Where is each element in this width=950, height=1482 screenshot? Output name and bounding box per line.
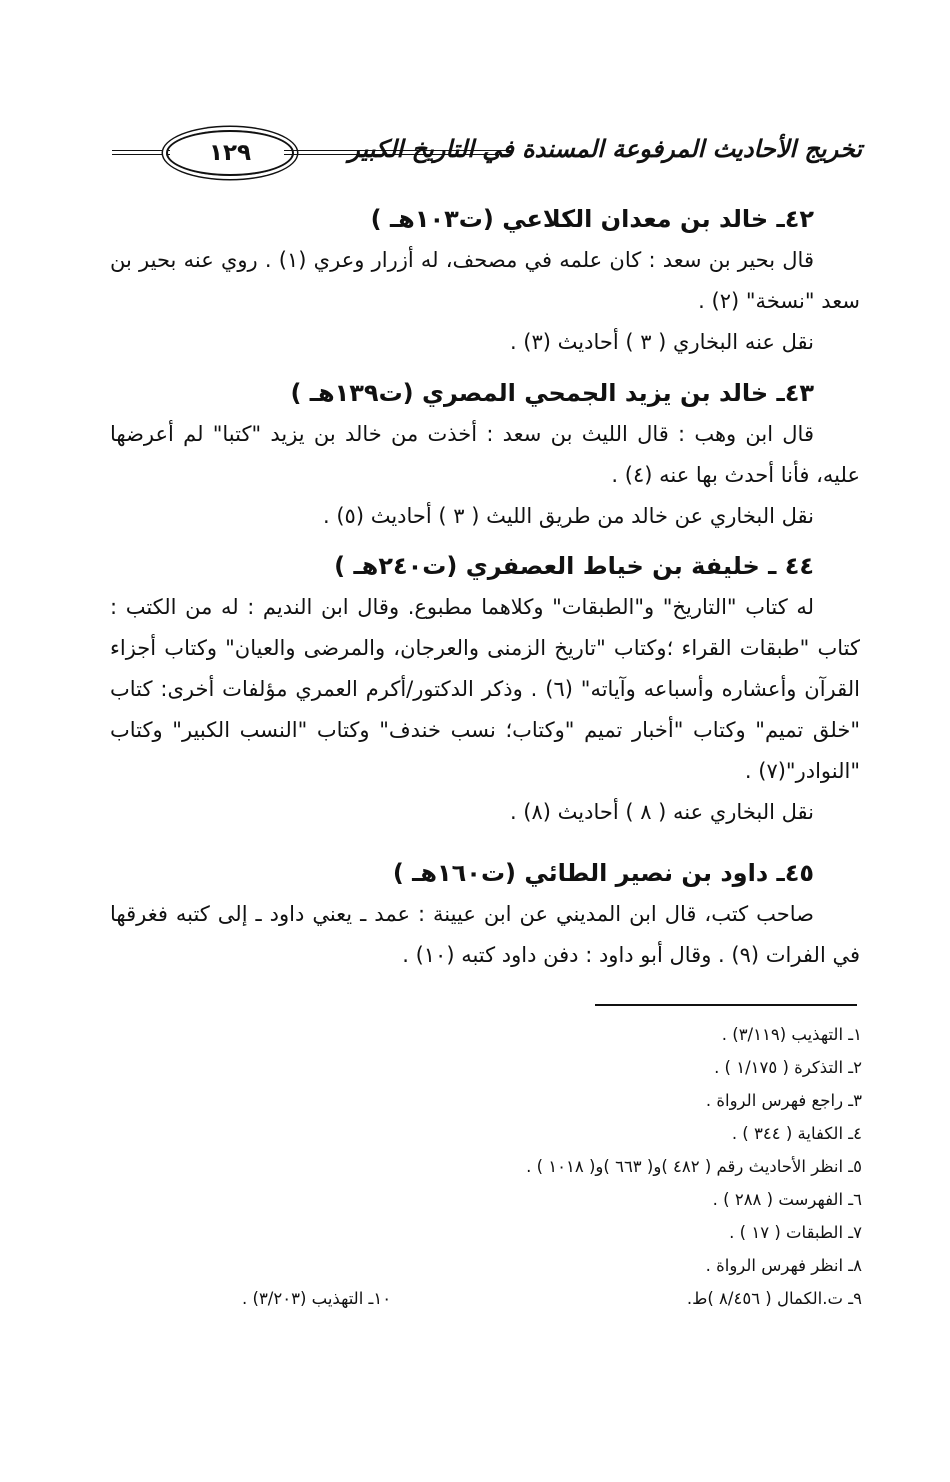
entry-42: [110, 198, 860, 363]
header-rule-left: [112, 150, 170, 155]
entry-paragraph: له كتاب "التاريخ" و"الطبقات" وكلاهما مطبوع. وقال ابن النديم : له من الكتب : كتاب "طبقات القراء ؛وكتاب "تاريخ الزمنى والعرجان، والمرضى والعيان" وكتاب أجزاء القرآن وأعشاره وأسباعه وآياته" (٦) . وذكر الدكتور/أكرم العمري مؤلفات أخرى: كتاب "خلق تميم" وكتاب "أخبار تميم "وكتاب؛ نسب خندف" وكتاب "النسب الكبير" وكتاب "النوادر"(٧) .: [110, 595, 861, 783]
running-title: تخريج الأحاديث المرفوعة المسندة في التاريخ الكبير: [348, 134, 862, 163]
footnote: ٧ـ الطبقات ( ١٧ ) .: [729, 1223, 862, 1242]
footnote-separator: [595, 1004, 857, 1006]
footnote-pair: [242, 1282, 862, 1315]
entry-narration: نقل البخاري عنه ( ٨ ) أحاديث (٨) .: [509, 800, 814, 824]
footnotes: [102, 1018, 862, 1315]
footnote: ٦ـ الفهرست ( ٢٨٨ ) .: [712, 1190, 862, 1209]
footnote: ٣ـ راجع فهرس الرواة .: [705, 1091, 862, 1110]
entry-paragraph: قال ابن وهب : قال الليث بن سعد : أخذت من خالد بن يزيد "كتبا" لم أعرضها عليه، فأنا أحدث بها عنه (٤) .: [110, 422, 860, 487]
footnote: ٩ـ ت.الكمال ( ٨/٤٥٦ )ط.: [686, 1289, 862, 1308]
entry-paragraph: قال بحير بن سعد : كان علمه في مصحف، له أزرار وعري (١) . روي عنه بحير بن سعد "نسخة" (٢) .: [110, 248, 860, 313]
footnote: ٨ـ انظر فهرس الرواة .: [705, 1256, 862, 1275]
running-header: [112, 128, 862, 186]
entry-43: [110, 372, 860, 537]
entry-45: [110, 852, 860, 976]
footnote: ١ـ التهذيب (٣/١١٩) .: [721, 1025, 862, 1044]
footnote: ٢ـ التذكرة ( ١/١٧٥ ) .: [714, 1058, 862, 1077]
footnote: ٤ـ الكفاية ( ٣٤٤ ) .: [731, 1124, 862, 1143]
entry-paragraph: صاحب كتب، قال ابن المديني عن ابن عيينة : عمد ـ يعني داود ـ إلى كتبه فغرقها في الفرات (٩) . وقال أبو داود : دفن داود كتبه (١٠) .: [110, 902, 860, 967]
entry-44: [110, 545, 860, 833]
entry-narration: نقل البخاري عن خالد من طريق الليث ( ٣ ) أحاديث (٥) .: [323, 504, 814, 528]
entry-heading: ٤٣ـ خالد بن يزيد الجمحي المصري (ت١٣٩هـ ): [290, 379, 814, 407]
entry-heading: ٤٢ـ خالد بن معدان الكلاعي (ت١٠٣هـ ): [370, 205, 814, 233]
footnote: ١٠ـ التهذيب (٣/٢٠٣) .: [242, 1289, 392, 1308]
page-number: ١٢٩: [166, 130, 294, 176]
entry-narration: نقل عنه البخاري ( ٣ ) أحاديث (٣) .: [509, 330, 814, 354]
footnote: ٥ـ انظر الأحاديث رقم ( ٤٨٢ )و( ٦٦٣ )و( ١٠١٨ ) .: [526, 1157, 862, 1176]
entry-heading: ٤٥ـ داود بن نصير الطائي (ت١٦٠هـ ): [392, 859, 814, 887]
entry-heading: ٤٤ ـ خليفة بن خياط العصفري (ت٢٤٠هـ ): [334, 552, 814, 580]
